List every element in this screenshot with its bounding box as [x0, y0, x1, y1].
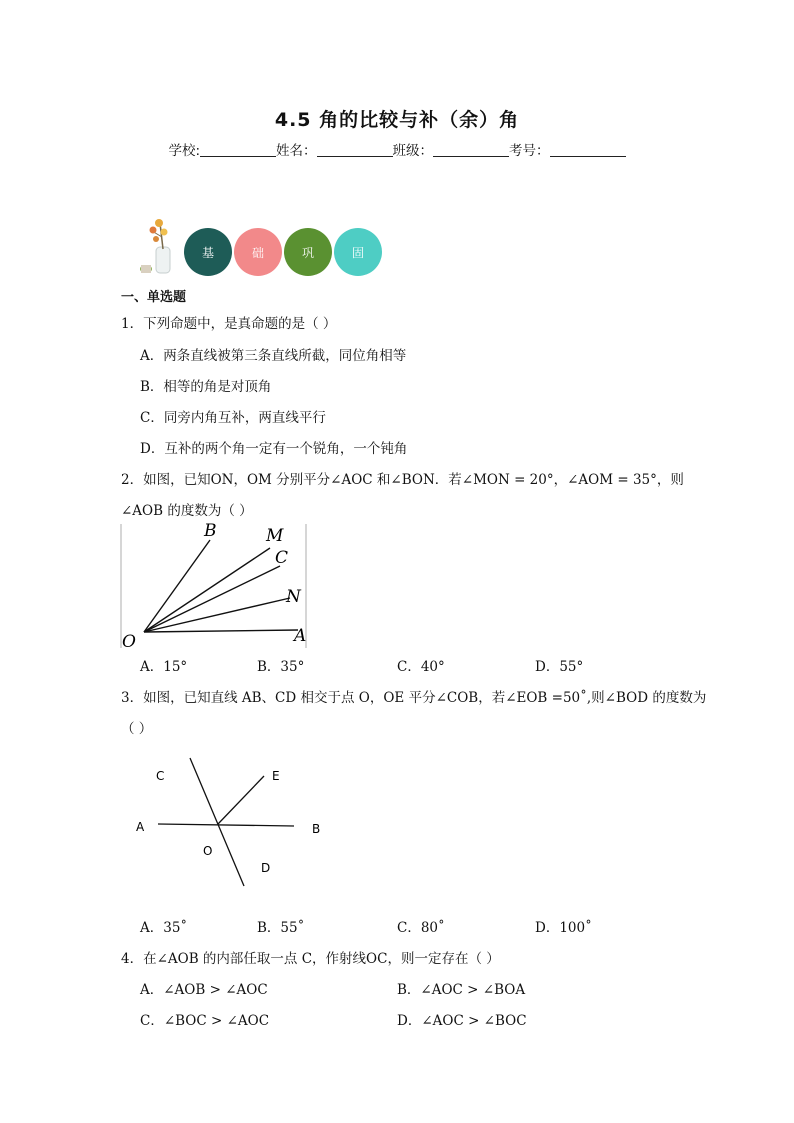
label-a: A: [136, 820, 145, 834]
question-3-option-c: C．80˚: [397, 920, 445, 936]
label-e: E: [272, 769, 280, 783]
question-4-option-c: C．∠BOC > ∠AOC: [140, 1013, 270, 1029]
question-2-option-b: B．35°: [257, 659, 305, 675]
label-b: B: [204, 521, 217, 541]
question-3-stem-line-1: 3．如图，已知直线 AB、CD 相交于点 O，OE 平分∠COB，若∠EOB =50˚,则∠BOD 的度数为: [121, 690, 707, 706]
section-title: 一、单选题: [121, 290, 187, 305]
question-1-option-b: B．相等的角是对顶角: [140, 379, 272, 395]
question-3-figure: [128, 752, 328, 892]
question-1-stem: 1．下列命题中，是真命题的是（ ）: [121, 316, 337, 332]
class-blank: [433, 142, 509, 157]
ray-om: [144, 548, 270, 632]
label-c: C: [275, 548, 289, 568]
banner-circle-1: 基: [184, 228, 232, 276]
question-1-option-d: D．互补的两个角一定有一个锐角，一个钝角: [140, 441, 408, 457]
name-blank: [317, 142, 393, 157]
school-blank: [200, 142, 276, 157]
label-m: M: [266, 526, 284, 546]
ray-oa: [144, 630, 298, 632]
ray-on: [144, 598, 290, 632]
ray-oe: [218, 776, 264, 824]
label-o: O: [122, 632, 136, 650]
exam-label: 考号：: [509, 143, 550, 159]
label-a: A: [294, 626, 307, 646]
question-2-stem-line-2: ∠AOB 的度数为（ ）: [121, 503, 253, 519]
page-title: 4.5 角的比较与补（余）角: [274, 109, 520, 131]
class-label: 班级：: [392, 143, 434, 159]
question-2-option-c: C．40°: [397, 659, 445, 675]
question-3-option-a: A．35˚: [140, 920, 188, 936]
question-3-option-b: B．55˚: [257, 920, 305, 936]
banner-circle-2: 础: [234, 228, 282, 276]
question-4-stem: 4．在∠AOB 的内部任取一点 C，作射线OC，则一定存在（ ）: [121, 951, 500, 967]
label-c: C: [156, 769, 165, 783]
question-4-option-d: D．∠AOC > ∠BOC: [397, 1013, 527, 1029]
question-2-option-d: D．55°: [535, 659, 584, 675]
exam-blank: [550, 142, 626, 157]
student-info-line: [0, 139, 794, 159]
question-1-option-a: A．两条直线被第三条直线所截，同位角相等: [140, 348, 407, 364]
question-4-option-b: B．∠AOC > ∠BOA: [397, 982, 526, 998]
question-2-option-a: A．15°: [140, 659, 188, 675]
plant-vase-icon: [136, 217, 176, 275]
ray-ob: [144, 540, 210, 632]
question-3-stem-line-2: （ ）: [121, 721, 153, 737]
label-o: O: [203, 844, 213, 858]
question-2-stem-line-1: 2．如图，已知ON，OM 分别平分∠AOC 和∠BON．若∠MON = 20°，∠AOM = 35°，则: [121, 472, 684, 488]
label-b: B: [312, 822, 321, 836]
question-2-figure: [118, 518, 314, 650]
label-d: D: [261, 861, 271, 875]
name-label: 姓名：: [276, 143, 317, 159]
label-n: N: [286, 587, 301, 607]
question-1-option-c: C．同旁内角互补，两直线平行: [140, 410, 326, 426]
banner-circle-3: 巩: [284, 228, 332, 276]
banner-circle-4: 固: [334, 228, 382, 276]
question-4-option-a: A．∠AOB > ∠AOC: [140, 982, 268, 998]
line-ab: [158, 824, 294, 826]
question-3-option-d: D．100˚: [535, 920, 592, 936]
ray-oc: [144, 566, 280, 632]
school-label: 学校:: [168, 143, 201, 159]
line-cd: [190, 758, 244, 886]
